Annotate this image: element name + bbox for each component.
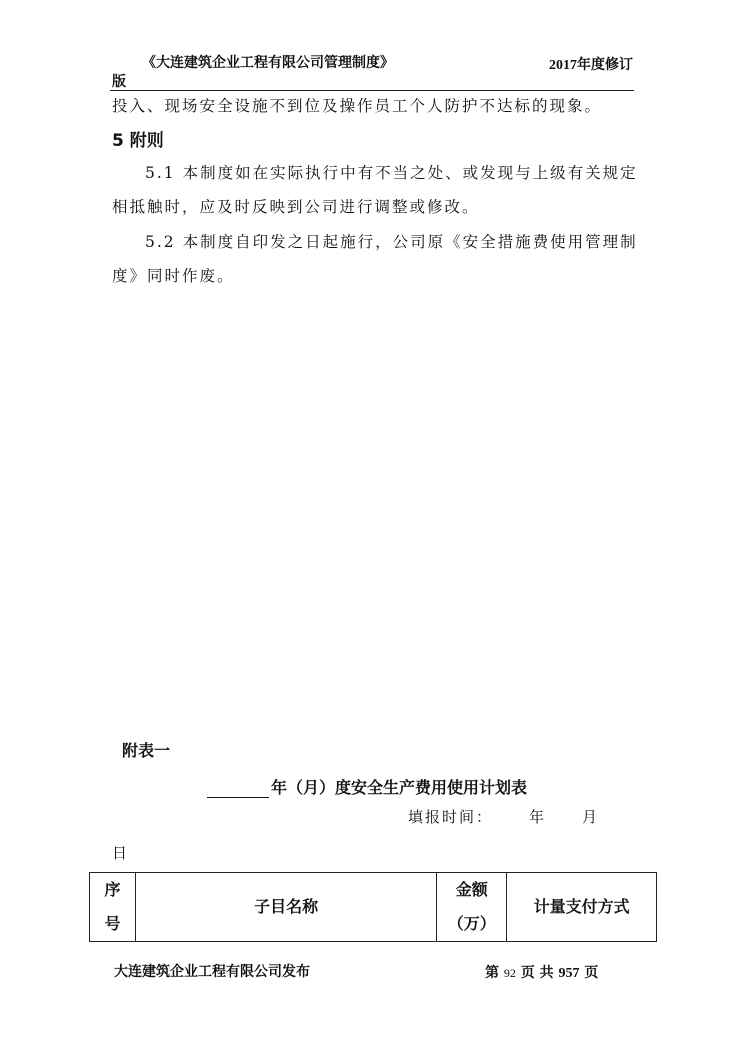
fill-year-char: 年 xyxy=(529,808,545,826)
col-header-payment: 计量支付方式 xyxy=(507,873,657,942)
col-header-amount-line1: 金额 xyxy=(455,880,488,899)
section-heading: 5 附则 xyxy=(112,131,164,151)
form-title-text: 年（月）度安全生产费用使用计划表 xyxy=(271,778,528,797)
fill-month-char: 月 xyxy=(582,808,598,826)
footer-page-number: 92 xyxy=(503,966,516,980)
header-document-title: 《大连建筑企业工程有限公司管理制度》 xyxy=(142,55,394,71)
header-revision-cont: 版 xyxy=(112,74,126,90)
col-header-number-line2: 号 xyxy=(104,914,121,933)
col-header-name: 子目名称 xyxy=(135,873,436,942)
header-revision: 2017年度修订 xyxy=(549,58,633,73)
clause-5-1-line-2: 相抵触时，应及时反映到公司进行调整或修改。 xyxy=(112,198,480,216)
col-header-amount-line2: （万） xyxy=(447,914,496,933)
header-divider xyxy=(110,90,634,91)
clause-5-2-line-1: 5.2 本制度自印发之日起施行，公司原《安全措施费使用管理制 xyxy=(145,233,638,251)
footer-page-info xyxy=(485,962,598,982)
plan-table xyxy=(89,872,657,942)
footer-page-prefix: 第 xyxy=(485,965,499,981)
col-header-amount xyxy=(437,873,507,942)
footer-total-pages: 957 xyxy=(558,966,580,981)
clause-5-1-line-1: 5.1 本制度如在实际执行中有不当之处、或发现与上级有关规定 xyxy=(145,164,638,182)
paragraph-continuation: 投入、现场安全设施不到位及操作员工个人防护不达标的现象。 xyxy=(112,97,603,115)
footer-page-suffix: 页 xyxy=(584,965,599,981)
footer-publisher: 大连建筑企业工程有限公司发布 xyxy=(114,964,310,980)
col-header-number-line1: 序 xyxy=(104,880,121,899)
col-header-number xyxy=(90,873,136,942)
clause-5-2-line-2: 度》同时作废。 xyxy=(112,267,235,285)
fill-day-char: 日 xyxy=(112,844,128,862)
form-title xyxy=(207,775,527,798)
attachment-label: 附表一 xyxy=(122,741,171,760)
year-blank-line xyxy=(207,781,269,798)
fill-time-label: 填报时间： xyxy=(408,808,494,826)
table-header-row xyxy=(90,873,657,942)
footer-page-mid: 页 共 xyxy=(520,965,554,981)
